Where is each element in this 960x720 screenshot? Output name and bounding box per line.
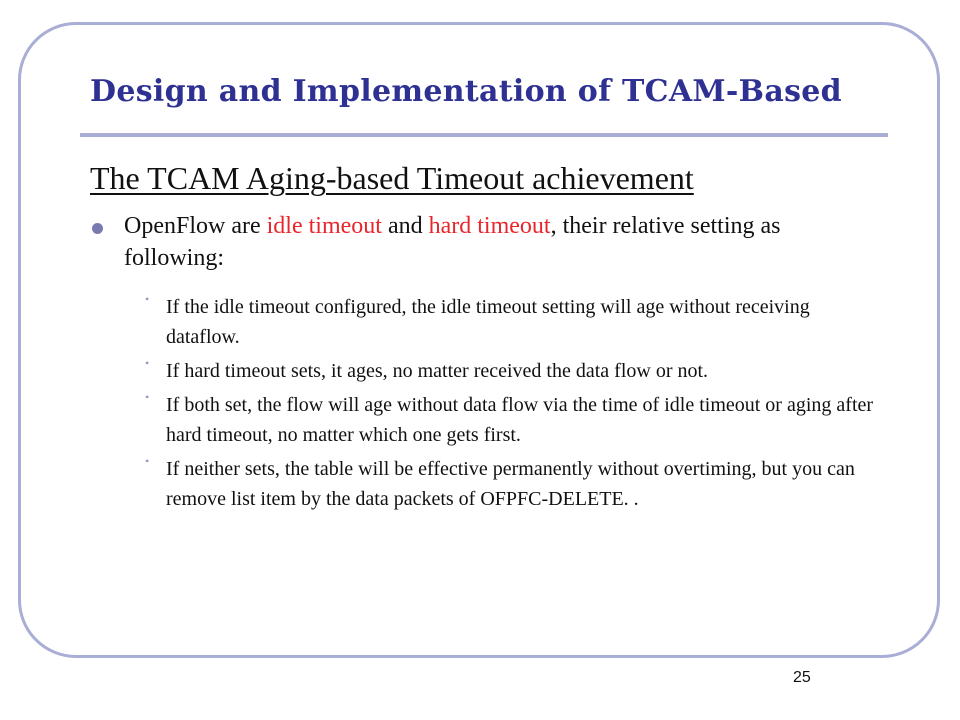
main-bullet-part1: OpenFlow are — [124, 213, 267, 239]
sub-bullet-text: If the idle timeout configured, the idle timeout setting will age without receiving dataflow. — [166, 296, 810, 348]
sub-bullet-dot-icon: • — [145, 356, 150, 370]
sub-bullet-item — [140, 292, 880, 352]
slide-subtitle: The TCAM Aging-based Timeout achievement — [90, 160, 694, 196]
sub-bullet-list — [140, 292, 880, 518]
main-bullet-text — [124, 210, 884, 274]
main-bullet-dot-icon — [92, 223, 103, 234]
hard-timeout-highlight: hard timeout — [428, 213, 551, 239]
title-divider — [80, 133, 888, 137]
sub-bullet-dot-icon: • — [145, 292, 150, 306]
sub-bullet-dot-icon: • — [145, 454, 150, 468]
sub-bullet-item — [140, 356, 880, 386]
slide-title: Design and Implementation of TCAM-Based — [90, 74, 842, 109]
sub-bullet-text: If both set, the flow will age without data flow via the time of idle timeout or aging after hard timeout, no matter which one gets first. — [166, 394, 874, 446]
page-number: 25 — [793, 669, 811, 686]
main-bullet-part2: and — [381, 213, 429, 239]
sub-bullet-item — [140, 454, 880, 514]
idle-timeout-highlight: idle timeout — [266, 213, 382, 239]
main-bullet-part3: , their relative setting as following: — [124, 213, 781, 271]
sub-bullet-text: If hard timeout sets, it ages, no matter received the data flow or not. — [166, 360, 709, 382]
sub-bullet-item — [140, 390, 880, 450]
sub-bullet-dot-icon: • — [145, 390, 150, 404]
sub-bullet-text: If neither sets, the table will be effective permanently without overtiming, but you can remove list item by the data packets of OFPFC-DELETE. . — [166, 458, 855, 510]
